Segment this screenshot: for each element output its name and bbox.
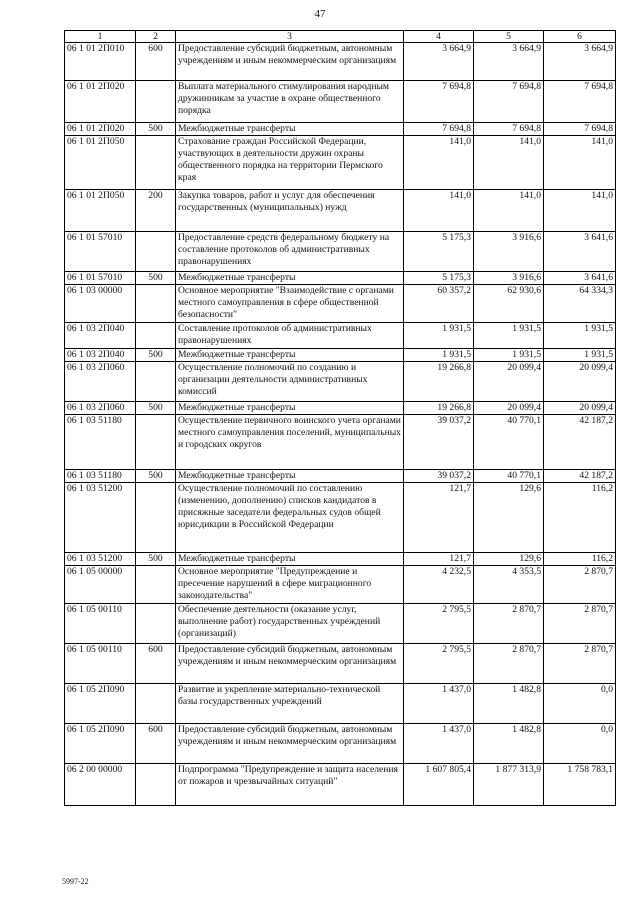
cell-value-2: 1 482,8 [474, 724, 544, 764]
cell-value-2: 7 694,8 [474, 81, 544, 123]
table-row [65, 362, 616, 402]
table-header-row [65, 31, 616, 43]
cell-value-1: 5 175,3 [404, 232, 474, 272]
cell-value-3: 3 664,9 [544, 43, 616, 81]
header-col-4: 4 [404, 31, 474, 43]
cell-value-1: 4 232,5 [404, 566, 474, 604]
cell-name: Закупка товаров, работ и услуг для обеспечения государственных (муниципальных) нужд [176, 190, 404, 232]
cell-value-3: 2 870,7 [544, 604, 616, 644]
table-row [65, 136, 616, 190]
cell-value-2: 3 664,9 [474, 43, 544, 81]
cell-value-2: 40 770,1 [474, 470, 544, 483]
cell-value-3: 64 334,3 [544, 285, 616, 323]
table-row [65, 349, 616, 362]
cell-value-2: 1 931,5 [474, 323, 544, 349]
cell-value-1: 121,7 [404, 553, 474, 566]
cell-type [136, 483, 176, 553]
header-col-1: 1 [65, 31, 136, 43]
cell-code: 06 1 03 51200 [65, 483, 136, 553]
cell-name: Межбюджетные трансферты [176, 470, 404, 483]
cell-name: Предоставление субсидий бюджетным, автономным учреждениям и иным некоммерческим организациям [176, 724, 404, 764]
cell-value-2: 62 930,6 [474, 285, 544, 323]
cell-name: Предоставление субсидий бюджетным, автономным учреждениям и иным некоммерческим организациям [176, 43, 404, 81]
cell-code: 06 1 01 57010 [65, 272, 136, 285]
cell-value-2: 141,0 [474, 190, 544, 232]
cell-code: 06 1 03 2П060 [65, 402, 136, 415]
table-row [65, 402, 616, 415]
cell-type [136, 764, 176, 806]
cell-value-3: 2 870,7 [544, 566, 616, 604]
cell-value-1: 1 931,5 [404, 349, 474, 362]
table-row [65, 724, 616, 764]
cell-name: Межбюджетные трансферты [176, 123, 404, 136]
table-row [65, 684, 616, 724]
cell-value-3: 0,0 [544, 684, 616, 724]
cell-code: 06 1 05 00000 [65, 566, 136, 604]
table-row [65, 604, 616, 644]
cell-value-2: 2 870,7 [474, 644, 544, 684]
cell-value-1: 141,0 [404, 190, 474, 232]
table-row [65, 644, 616, 684]
cell-value-2: 1 877 313,9 [474, 764, 544, 806]
cell-code: 06 1 01 2П010 [65, 43, 136, 81]
cell-code: 06 1 05 2П090 [65, 684, 136, 724]
cell-type [136, 81, 176, 123]
table-row [65, 470, 616, 483]
header-col-3: 3 [176, 31, 404, 43]
cell-name: Предоставление средств федеральному бюджету на составление протоколов об административных правонарушениях [176, 232, 404, 272]
cell-code: 06 1 01 57010 [65, 232, 136, 272]
cell-value-2: 20 099,4 [474, 362, 544, 402]
cell-type: 200 [136, 190, 176, 232]
cell-type: 500 [136, 553, 176, 566]
cell-value-1: 39 037,2 [404, 415, 474, 470]
cell-value-2: 4 353,5 [474, 566, 544, 604]
cell-value-3: 3 641,6 [544, 272, 616, 285]
cell-value-1: 7 694,8 [404, 123, 474, 136]
cell-value-3: 42 187,2 [544, 415, 616, 470]
cell-value-3: 1 931,5 [544, 349, 616, 362]
cell-value-3: 20 099,4 [544, 362, 616, 402]
cell-value-2: 129,6 [474, 553, 544, 566]
cell-value-2: 1 931,5 [474, 349, 544, 362]
cell-name: Осуществление первичного воинского учета органами местного самоуправления поселений, муниципальных и городских округов [176, 415, 404, 470]
cell-code: 06 1 01 2П020 [65, 81, 136, 123]
cell-value-3: 141,0 [544, 136, 616, 190]
cell-value-3: 141,0 [544, 190, 616, 232]
table-row [65, 272, 616, 285]
cell-type [136, 323, 176, 349]
table-row [65, 483, 616, 553]
cell-type [136, 415, 176, 470]
cell-type: 600 [136, 644, 176, 684]
cell-code: 06 1 05 00110 [65, 644, 136, 684]
cell-name: Межбюджетные трансферты [176, 402, 404, 415]
cell-name: Основное мероприятие "Взаимодействие с органами местного самоуправления в сфере общественной безопасности" [176, 285, 404, 323]
cell-value-3: 42 187,2 [544, 470, 616, 483]
cell-type: 500 [136, 470, 176, 483]
document-code: 5997-22 [62, 877, 89, 886]
cell-name: Осуществление полномочий по составлению (изменению, дополнению) списков кандидатов в присяжные заседатели федеральных судов общей юрисдикции в Российской Федерации [176, 483, 404, 553]
cell-type: 500 [136, 349, 176, 362]
cell-value-2: 20 099,4 [474, 402, 544, 415]
cell-code: 06 1 05 00110 [65, 604, 136, 644]
table-row [65, 566, 616, 604]
cell-code: 06 1 03 51200 [65, 553, 136, 566]
cell-value-2: 129,6 [474, 483, 544, 553]
cell-type: 500 [136, 272, 176, 285]
cell-value-1: 7 694,8 [404, 81, 474, 123]
table-row [65, 123, 616, 136]
cell-code: 06 1 01 2П020 [65, 123, 136, 136]
cell-value-2: 141,0 [474, 136, 544, 190]
cell-name: Основное мероприятие "Предупреждение и пресечение нарушений в сфере миграционного законодательства" [176, 566, 404, 604]
cell-name: Составление протоколов об административных правонарушениях [176, 323, 404, 349]
table-row [65, 415, 616, 470]
cell-value-1: 3 664,9 [404, 43, 474, 81]
header-col-5: 5 [474, 31, 544, 43]
cell-type: 600 [136, 724, 176, 764]
cell-code: 06 1 01 2П050 [65, 136, 136, 190]
cell-value-2: 3 916,6 [474, 272, 544, 285]
cell-name: Межбюджетные трансферты [176, 553, 404, 566]
cell-value-3: 0,0 [544, 724, 616, 764]
table-row [65, 190, 616, 232]
page-number: 47 [314, 8, 326, 20]
cell-value-2: 40 770,1 [474, 415, 544, 470]
cell-value-1: 1 437,0 [404, 724, 474, 764]
table-row [65, 323, 616, 349]
cell-name: Выплата материального стимулирования народным дружинникам за участие в охране общественного порядка [176, 81, 404, 123]
cell-name: Страхование граждан Российской Федерации, участвующих в деятельности дружин охраны общественного порядка на территории Пермского края [176, 136, 404, 190]
cell-type [136, 604, 176, 644]
table-row [65, 232, 616, 272]
cell-value-3: 1 758 783,1 [544, 764, 616, 806]
cell-code: 06 1 03 51180 [65, 415, 136, 470]
cell-code: 06 2 00 00000 [65, 764, 136, 806]
cell-type: 600 [136, 43, 176, 81]
cell-type: 500 [136, 402, 176, 415]
cell-value-1: 39 037,2 [404, 470, 474, 483]
cell-value-3: 116,2 [544, 483, 616, 553]
cell-value-3: 7 694,8 [544, 81, 616, 123]
cell-value-2: 2 870,7 [474, 604, 544, 644]
cell-name: Предоставление субсидий бюджетным, автономным учреждениям и иным некоммерческим организациям [176, 644, 404, 684]
cell-value-3: 116,2 [544, 553, 616, 566]
cell-value-1: 1 931,5 [404, 323, 474, 349]
cell-type [136, 362, 176, 402]
cell-value-3: 3 641,6 [544, 232, 616, 272]
cell-type [136, 232, 176, 272]
cell-value-3: 2 870,7 [544, 644, 616, 684]
cell-value-1: 121,7 [404, 483, 474, 553]
cell-value-3: 20 099,4 [544, 402, 616, 415]
cell-type [136, 566, 176, 604]
table-row [65, 43, 616, 81]
cell-value-1: 141,0 [404, 136, 474, 190]
table-row [65, 285, 616, 323]
cell-value-1: 2 795,5 [404, 604, 474, 644]
cell-code: 06 1 03 2П060 [65, 362, 136, 402]
header-col-2: 2 [136, 31, 176, 43]
budget-table [64, 30, 616, 806]
cell-name: Развитие и укрепление материально-технической базы государственных учреждений [176, 684, 404, 724]
cell-value-1: 1 607 805,4 [404, 764, 474, 806]
cell-value-1: 19 266,8 [404, 402, 474, 415]
cell-name: Подпрограмма "Предупреждение и защита населения от пожаров и чрезвычайных ситуаций" [176, 764, 404, 806]
cell-name: Обеспечение деятельности (оказание услуг, выполнение работ) государственных учреждений (организаций) [176, 604, 404, 644]
cell-code: 06 1 03 51180 [65, 470, 136, 483]
cell-value-1: 19 266,8 [404, 362, 474, 402]
cell-code: 06 1 03 00000 [65, 285, 136, 323]
cell-type [136, 136, 176, 190]
header-col-6: 6 [544, 31, 616, 43]
cell-code: 06 1 03 2П040 [65, 349, 136, 362]
cell-value-1: 5 175,3 [404, 272, 474, 285]
cell-value-3: 1 931,5 [544, 323, 616, 349]
cell-code: 06 1 05 2П090 [65, 724, 136, 764]
cell-name: Осуществление полномочий по созданию и организации деятельности административных комиссий [176, 362, 404, 402]
table-row [65, 764, 616, 806]
cell-name: Межбюджетные трансферты [176, 349, 404, 362]
cell-value-2: 1 482,8 [474, 684, 544, 724]
table-row [65, 81, 616, 123]
cell-value-2: 3 916,6 [474, 232, 544, 272]
cell-value-1: 2 795,5 [404, 644, 474, 684]
cell-value-2: 7 694,8 [474, 123, 544, 136]
cell-type [136, 684, 176, 724]
cell-name: Межбюджетные трансферты [176, 272, 404, 285]
cell-type: 500 [136, 123, 176, 136]
cell-value-1: 60 357,2 [404, 285, 474, 323]
cell-code: 06 1 01 2П050 [65, 190, 136, 232]
cell-code: 06 1 03 2П040 [65, 323, 136, 349]
cell-value-3: 7 694,8 [544, 123, 616, 136]
cell-type [136, 285, 176, 323]
cell-value-1: 1 437,0 [404, 684, 474, 724]
table-row [65, 553, 616, 566]
